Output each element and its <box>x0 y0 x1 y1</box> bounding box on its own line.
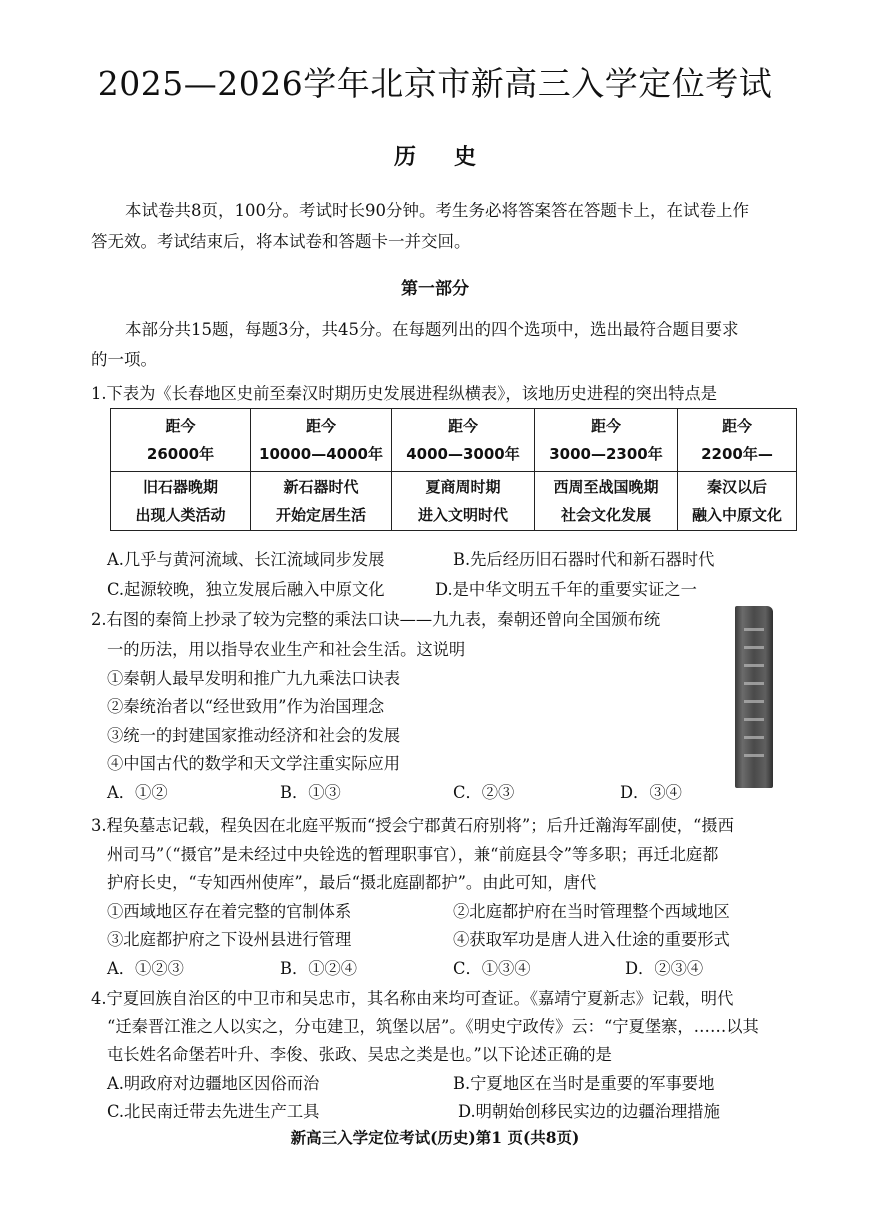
table-header-cell: 距今 26000年 <box>111 409 251 472</box>
q4-option-a: A.明政府对边疆地区因俗而治 <box>107 1074 320 1093</box>
table-cell: 西周至战国晚期 社会文化发展 <box>535 472 678 531</box>
q3-stem-1: 3.程奂墓志记载，程奂因在北庭平叛而“授会宁郡黄石府别将”；后升迁瀚海军副使，“摄西 <box>91 816 734 835</box>
table-header-cell: 距今 3000—2300年 <box>535 409 678 472</box>
table-cell: 秦汉以后 融入中原文化 <box>678 472 797 531</box>
q1-option-d: D.是中华文明五千年的重要实证之一 <box>435 580 697 599</box>
q2-item-1: ①秦朝人最早发明和推广九九乘法口诀表 <box>107 669 401 688</box>
q3-item-1: ①西域地区存在着完整的官制体系 <box>107 902 352 921</box>
q4-option-d: D.明朝始创移民实边的边疆治理措施 <box>458 1102 720 1121</box>
table-header-cell: 距今 2200年— <box>678 409 797 472</box>
q2-option-d: D．③④ <box>620 783 682 802</box>
q2-option-c: C．②③ <box>453 783 515 802</box>
q3-stem-3: 护府长史，“专知西州使库”，最后“摄北庭副都护”。由此可知，唐代 <box>107 873 597 892</box>
q3-item-4: ④获取军功是唐人进入仕途的重要形式 <box>453 930 730 949</box>
intro-line-1: 本试卷共8页，100分。考试时长90分钟。考生务必将答案答在答题卡上，在试卷上作 <box>125 201 749 220</box>
q3-item-2: ②北庭都护府在当时管理整个西域地区 <box>453 902 730 921</box>
q2-item-4: ④中国古代的数学和天文学注重实际应用 <box>107 754 401 773</box>
q2-stem-2: 一的历法，用以指导农业生产和社会生活。这说明 <box>107 640 466 659</box>
q4-stem-1: 4.宁夏回族自治区的中卫市和吴忠市，其名称由来均可查证。《嘉靖宁夏新志》记载，明代 <box>91 989 734 1008</box>
table-cell: 新石器时代 开始定居生活 <box>251 472 392 531</box>
q3-option-b: B．①②④ <box>280 959 358 978</box>
subject-title: 历史 <box>393 144 514 170</box>
q2-stem-1: 2.右图的秦简上抄录了较为完整的乘法口诀——九九表，秦朝还曾向全国颁布统 <box>91 610 661 629</box>
table-header-cell: 距今 10000—4000年 <box>251 409 392 472</box>
q2-option-b: B．①③ <box>280 783 341 802</box>
part-desc-1: 本部分共15题，每题3分，共45分。在每题列出的四个选项中，选出最符合题目要求 <box>125 320 739 339</box>
q2-option-a: A．①② <box>107 783 168 802</box>
part-desc-2: 的一项。 <box>91 350 157 369</box>
table-header-row <box>111 409 797 472</box>
q4-option-c: C.北民南迁带去先进生产工具 <box>107 1102 320 1121</box>
q4-stem-3: 屯长姓名命堡若叶升、李俊、张政、吴忠之类是也。”以下论述正确的是 <box>107 1045 612 1064</box>
q3-option-d: D．②③④ <box>625 959 704 978</box>
qin-bamboo-slip-image <box>735 606 773 788</box>
table-row <box>111 472 797 531</box>
page-footer: 新高三入学定位考试(历史)第1 页(共8页) <box>290 1128 580 1147</box>
intro-line-2: 答无效。考试结束后，将本试卷和答题卡一并交回。 <box>91 232 471 251</box>
q1-option-c: C.起源较晚，独立发展后融入中原文化 <box>107 580 385 599</box>
q2-item-3: ③统一的封建国家推动经济和社会的发展 <box>107 726 401 745</box>
history-timeline-table <box>110 408 797 531</box>
table-cell: 夏商周时期 进入文明时代 <box>392 472 535 531</box>
q1-stem: 1.下表为《长春地区史前至秦汉时期历史发展进程纵横表》，该地历史进程的突出特点是 <box>91 384 718 403</box>
table-header-cell: 距今 4000—3000年 <box>392 409 535 472</box>
q4-stem-2: “迁秦晋江淮之人以实之，分屯建卫，筑堡以居”。《明史宁政传》云：“宁夏堡寨，……以其 <box>107 1017 759 1036</box>
q4-option-b: B.宁夏地区在当时是重要的军事要地 <box>453 1074 715 1093</box>
q3-item-3: ③北庭都护府之下设州县进行管理 <box>107 930 352 949</box>
q1-option-b: B.先后经历旧石器时代和新石器时代 <box>453 550 715 569</box>
part-title: 第一部分 <box>401 279 469 299</box>
q3-option-c: C．①③④ <box>453 959 531 978</box>
q3-option-a: A．①②③ <box>107 959 184 978</box>
q2-item-2: ②秦统治者以“经世致用”作为治国理念 <box>107 697 385 716</box>
exam-title: 2025—2026学年北京市新高三入学定位考试 <box>97 64 773 103</box>
q1-option-a: A.几乎与黄河流域、长江流域同步发展 <box>107 550 385 569</box>
q3-stem-2: 州司马”（“摄官”是未经过中央铨选的暂理职事官），兼“前庭县令”等多职；再迁北庭都 <box>107 845 719 864</box>
table-cell: 旧石器晚期 出现人类活动 <box>111 472 251 531</box>
